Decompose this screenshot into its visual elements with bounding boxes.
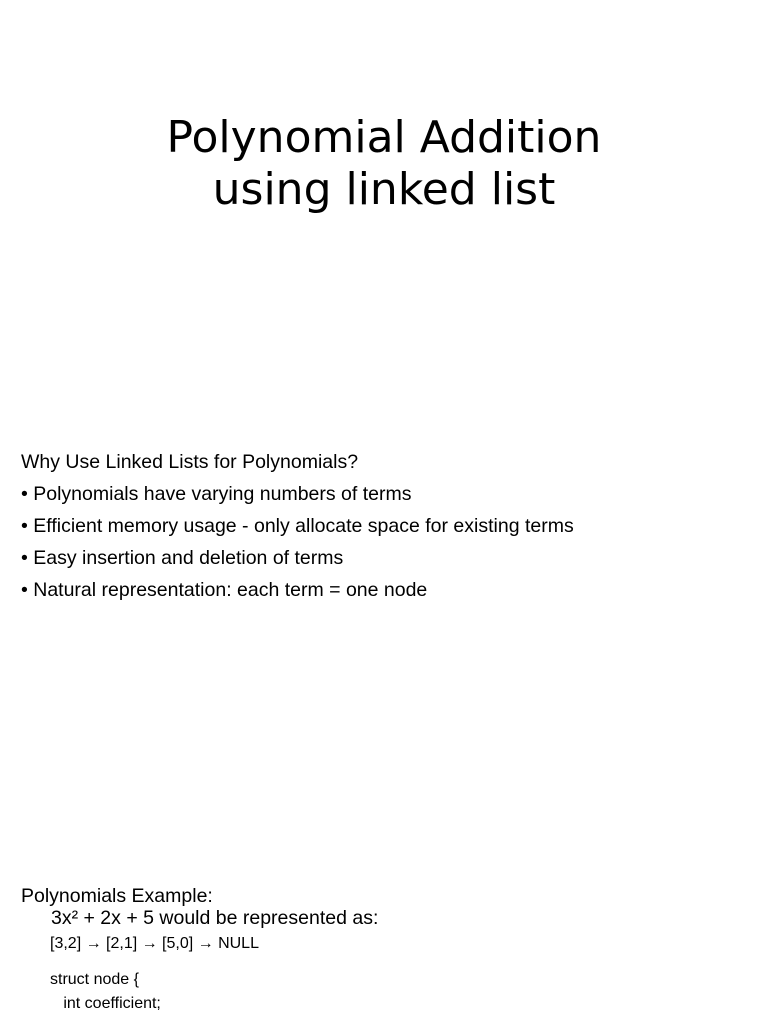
linked-list-chain: [3,2] → [2,1] → [5,0] → NULL — [50, 935, 259, 952]
code-snippet — [21, 968, 378, 1016]
code-line: struct node { — [50, 971, 139, 988]
why-heading: Why Use Linked Lists for Polynomials? — [21, 451, 359, 473]
example-polynomial: 3x² + 2x + 5 would be represented as: — [51, 907, 379, 929]
example-section — [21, 880, 378, 1016]
bullet-item: • Efficient memory usage - only allocate space for existing terms — [21, 515, 574, 537]
bullet-item: • Natural representation: each term = one node — [21, 579, 428, 601]
code-line: int coefficient; — [50, 995, 161, 1012]
bullet-item: • Easy insertion and deletion of terms — [21, 547, 344, 569]
bullet-item: • Polynomials have varying numbers of terms — [21, 483, 412, 505]
title-line-1: Polynomial Addition — [166, 112, 602, 163]
why-section — [21, 446, 574, 606]
slide-title — [0, 112, 768, 216]
title-line-2: using linked list — [212, 164, 556, 215]
example-heading: Polynomials Example: — [21, 885, 213, 907]
